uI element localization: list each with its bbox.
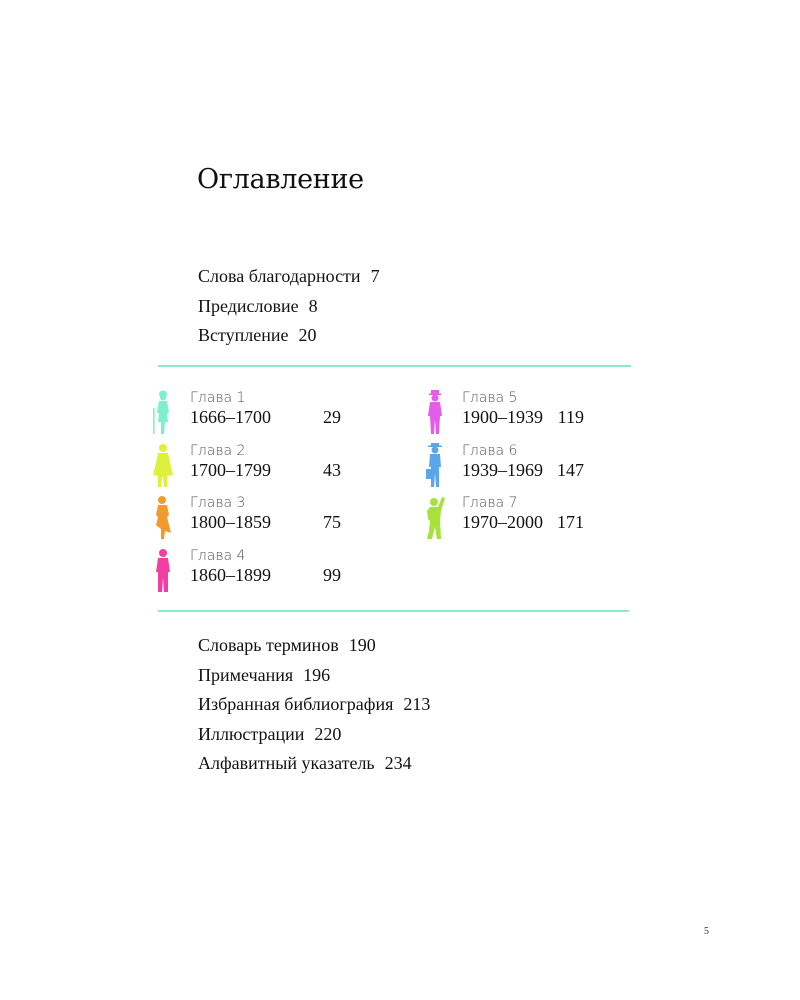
figure-1970-icon xyxy=(422,495,448,541)
toc-entry-index[interactable] xyxy=(198,749,430,779)
toc-entry-page: 7 xyxy=(370,266,380,286)
toc-entry-acknowledgements[interactable] xyxy=(198,262,380,292)
chapter-page: 29 xyxy=(323,407,341,427)
toc-entry-label: Вступление xyxy=(198,325,289,345)
chapter-page: 99 xyxy=(323,565,341,585)
chapter-label: Глава 7 xyxy=(462,495,518,511)
toc-entry-illustrations[interactable] xyxy=(198,720,430,750)
chapter-label: Глава 4 xyxy=(190,548,246,564)
toc-entry-label: Предисловие xyxy=(198,295,299,316)
toc-entry-notes[interactable] xyxy=(198,661,430,691)
toc-entry-label: Словарь терминов xyxy=(198,635,339,655)
chapter-label: Глава 1 xyxy=(190,390,246,406)
divider-bottom xyxy=(158,610,629,612)
back-matter-list xyxy=(198,631,430,779)
toc-entry-label: Алфавитный указатель xyxy=(198,753,375,773)
chapter-label: Глава 6 xyxy=(462,443,518,459)
toc-entry-page: 220 xyxy=(314,723,342,744)
figure-1666-icon xyxy=(150,390,176,436)
toc-entry-preface[interactable] xyxy=(198,292,380,322)
chapter-years: 1900–1939 xyxy=(462,407,543,427)
toc-entry-label: Избранная библиография xyxy=(198,694,394,714)
figure-1900-icon xyxy=(422,390,448,436)
page-number: 5 xyxy=(704,926,709,937)
chapter-label: Глава 5 xyxy=(462,390,518,406)
chapter-years: 1939–1969 xyxy=(462,460,543,480)
figure-1860-icon xyxy=(150,548,176,594)
chapter-years: 1666–1700 xyxy=(190,407,271,427)
chapter-page: 75 xyxy=(323,512,341,532)
chapter-page: 171 xyxy=(557,512,584,532)
toc-entry-label: Слова благодарности xyxy=(198,266,361,286)
front-matter-list xyxy=(198,262,380,351)
toc-entry-page: 190 xyxy=(348,635,376,655)
toc-entry-glossary[interactable] xyxy=(198,631,430,661)
chapter-page: 147 xyxy=(557,460,584,480)
toc-entry-page: 8 xyxy=(308,295,318,316)
figure-1700-icon xyxy=(150,443,176,489)
toc-entry-page: 213 xyxy=(403,694,431,714)
chapter-page: 43 xyxy=(323,460,341,480)
chapter-years: 1800–1859 xyxy=(190,512,271,532)
toc-entry-introduction[interactable] xyxy=(198,321,380,351)
toc-entry-page: 196 xyxy=(303,664,331,685)
chapter-years: 1860–1899 xyxy=(190,565,271,585)
chapter-years: 1970–2000 xyxy=(462,512,543,532)
toc-entry-bibliography[interactable] xyxy=(198,690,430,720)
chapter-label: Глава 2 xyxy=(190,443,246,459)
toc-entry-page: 234 xyxy=(384,753,412,773)
divider-top xyxy=(158,365,631,367)
chapter-label: Глава 3 xyxy=(190,495,246,511)
chapter-years: 1700–1799 xyxy=(190,460,271,480)
toc-entry-page: 20 xyxy=(298,325,317,345)
toc-entry-label: Иллюстрации xyxy=(198,723,305,744)
toc-entry-label: Примечания xyxy=(198,664,294,685)
chapter-page: 119 xyxy=(557,407,584,427)
figure-1800-icon xyxy=(150,495,176,541)
figure-1939-icon xyxy=(422,443,448,489)
page-title: Оглавление xyxy=(197,164,364,195)
